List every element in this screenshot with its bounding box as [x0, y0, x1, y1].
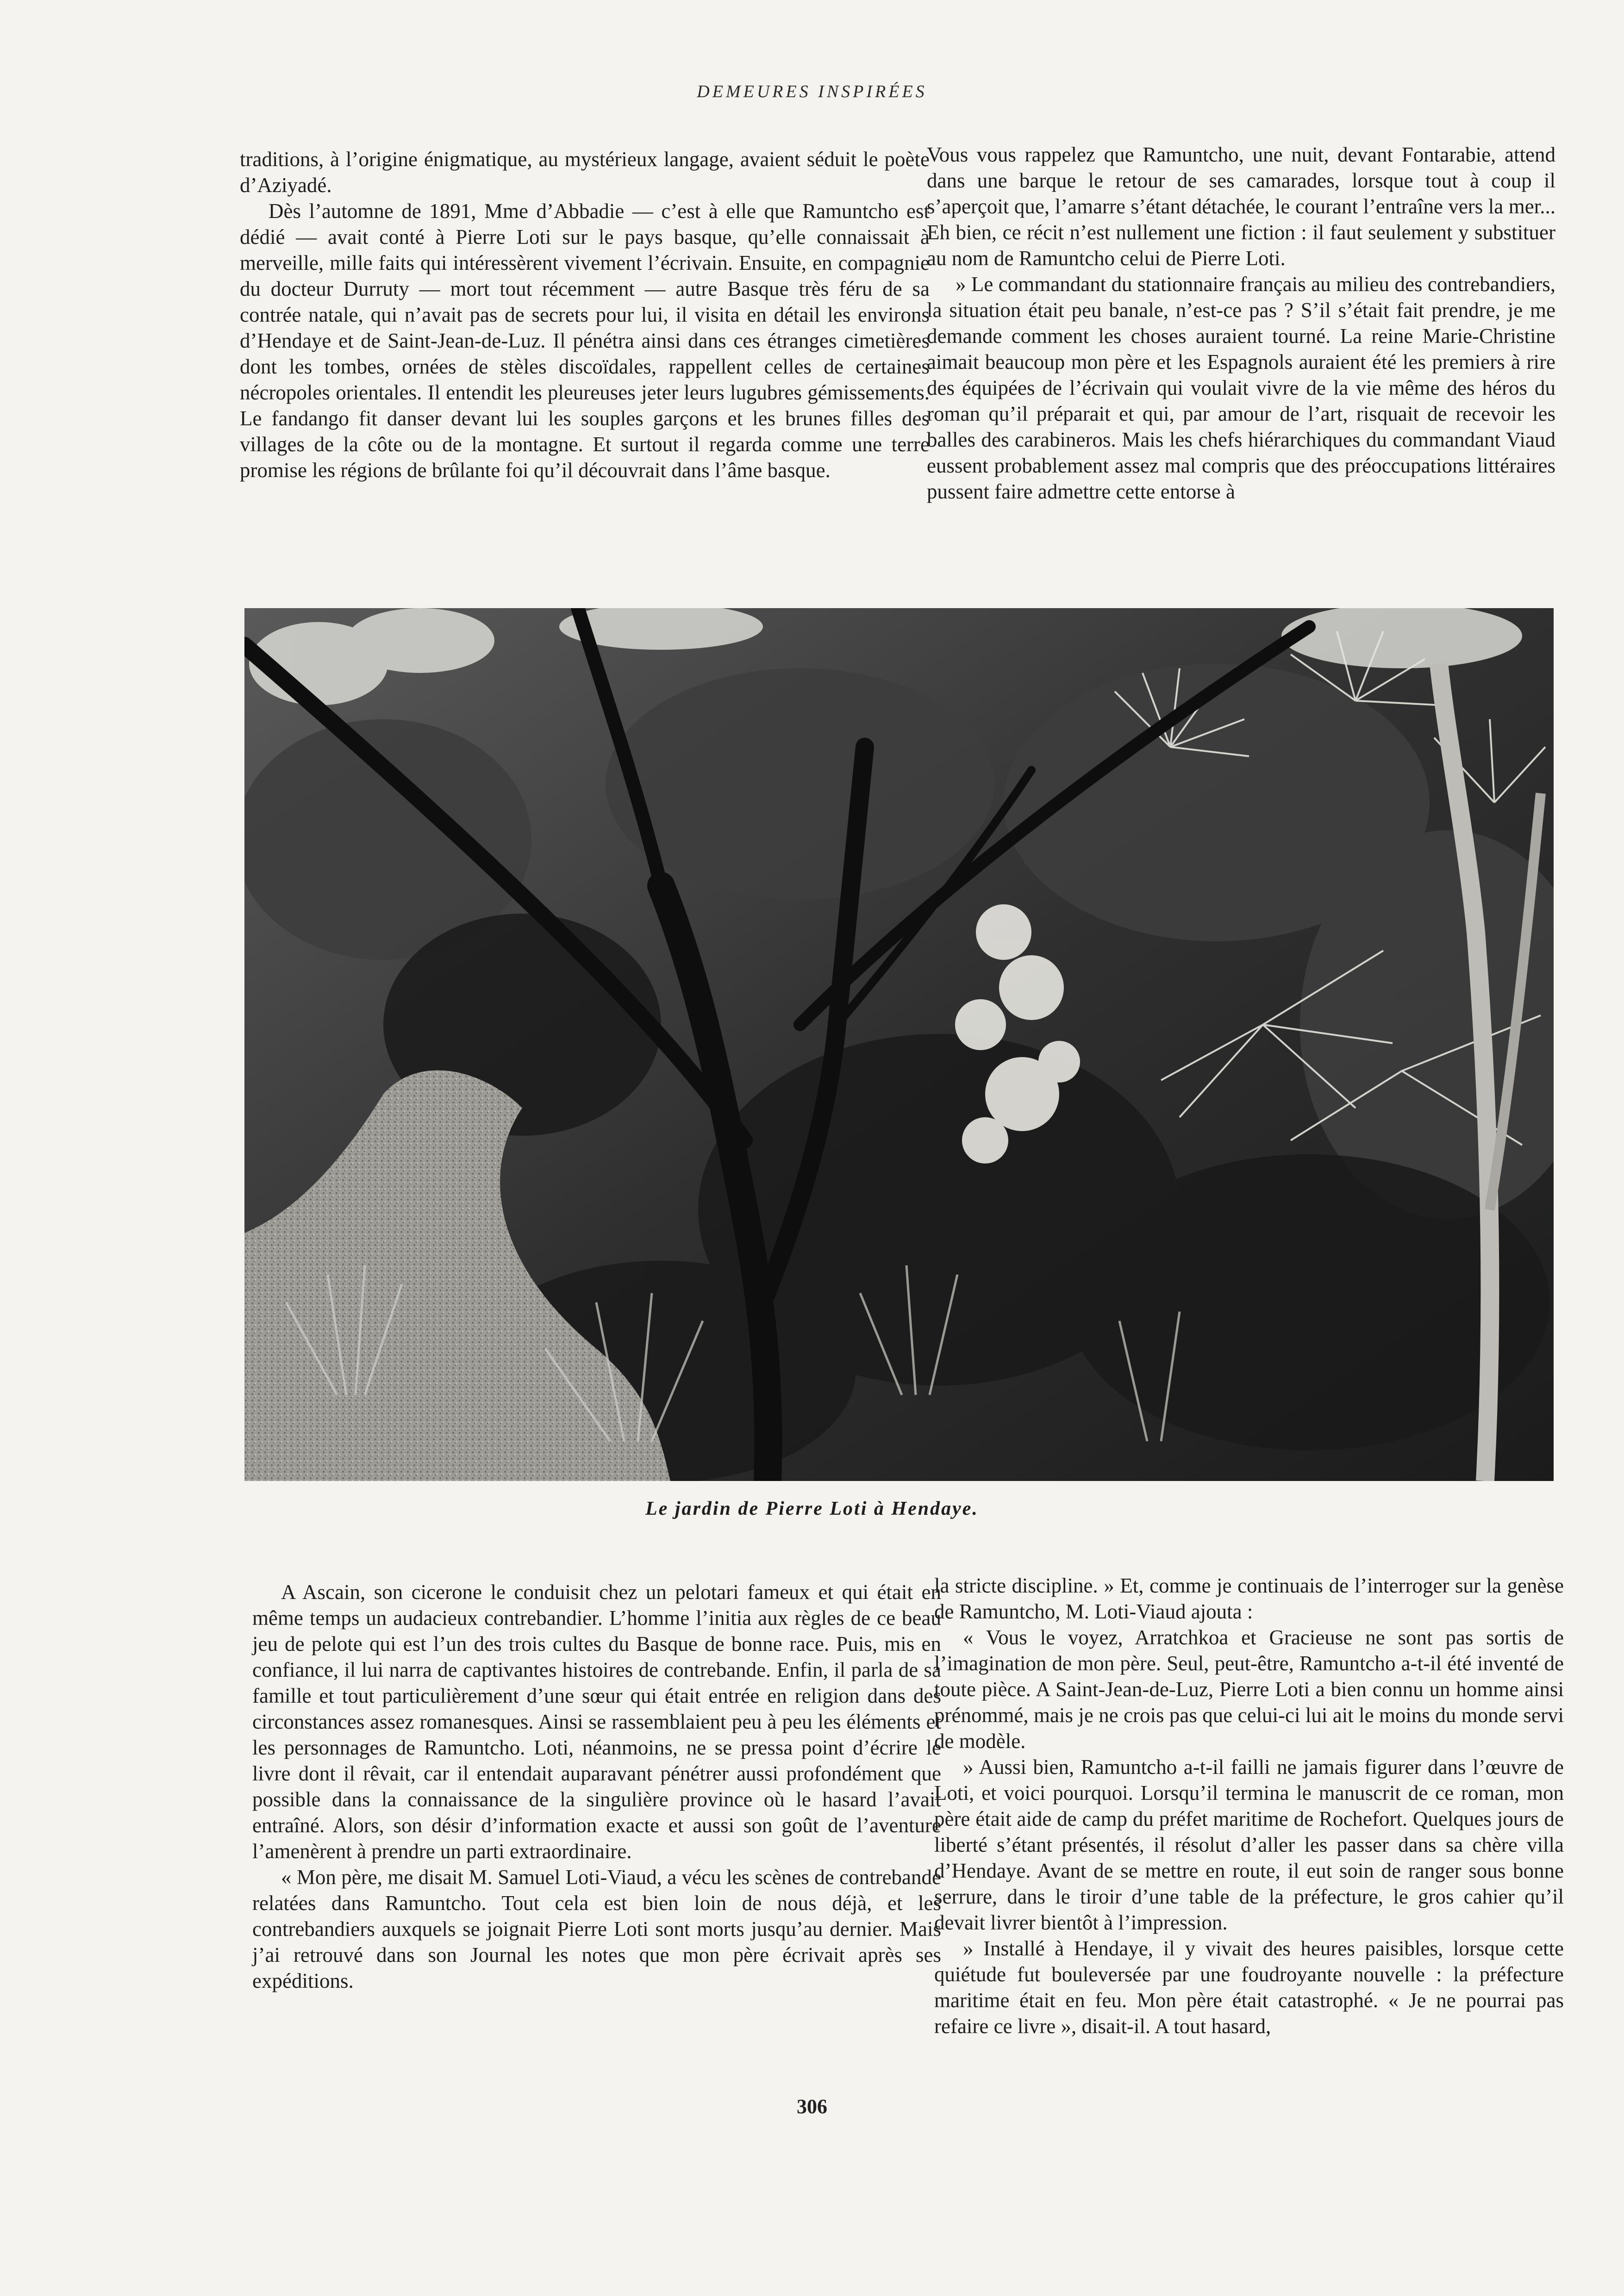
paragraph: traditions, à l’origine énigmatique, au mystérieux langage, avaient séduit le poète d’Aziyadé. [240, 148, 930, 197]
column-bottom-left [252, 1579, 941, 1994]
column-bottom-right [934, 1573, 1564, 2039]
paragraph: la stricte discipline. » Et, comme je continuais de l’interroger sur la genèse de Ramuntcho, M. Loti-Viaud ajouta : [934, 1574, 1564, 1623]
garden-photo-illustration [244, 608, 1554, 1481]
paragraph: Dès l’automne de 1891, Mme d’Abbadie — c’est à elle que Ramuntcho est dédié — avait conté à Pierre Loti sur le pays basque, qu’elle connaissait à merveille, mille faits qui intéressèrent vivement l’écrivain. Ensuite, en compagnie du docteur Durruty — mort tout récemment — autre Basque très féru de sa contrée natale, qui n’avait pas de secrets pour lui, il visita en détail les environs d’Hendaye et de Saint-Jean-de-Luz. Il pénétra ainsi dans ces étranges cimetières dont les tombes, ornées de stèles discoïdales, rappellent celles de certaines nécropoles orientales. Il entendit les pleureuses jeter leurs lugubres gémissements. Le fandango fit danser devant lui les souples garçons et les brunes filles des villages de la côte ou de la montagne. Et surtout il regarda comme une terre promise les régions de brûlante foi qu’il découvrait dans l’âme basque. [240, 199, 930, 482]
paragraph: » Installé à Hendaye, il y vivait des heures paisibles, lorsque cette quiétude fut bouleversée par une foudroyante nouvelle : la préfecture maritime était en feu. Mon père était catastrophé. « Je ne pourrai pas refaire ce livre », disait-il. A tout hasard, [934, 1937, 1564, 2038]
page-number: 306 [797, 2095, 827, 2118]
column-top-left [240, 146, 930, 483]
paragraph: A Ascain, son cicerone le conduisit chez un pelotari fameux et qui était en même temps un audacieux contrebandier. L’homme l’initia aux règles de ce beau jeu de pelote qui est l’un des trois cultes du Basque de bonne race. Puis, mis en confiance, il lui narra de captivantes histoires de contrebande. Enfin, il parla de sa famille et tout particulièrement d’une sœur qui était entrée en religion dans des circonstances assez romanesques. Ainsi se rassemblaient peu à peu les éléments et les personnages de Ramuntcho. Loti, néanmoins, ne se pressa point d’écrire le livre dont il rêvait, car il entendait auparavant pénétrer aussi profondément que possible dans la connaissance de la singulière province où le hasard l’avait entraîné. Alors, son désir d’information exacte et aussi son goût de l’aventure l’amenèrent à prendre un parti extraordinaire. [252, 1580, 941, 1863]
paragraph: » Le commandant du stationnaire français au milieu des contrebandiers, la situation était peu banale, n’est-ce pas ? S’il s’était fait prendre, je me demande comment les choses auraient tourné. La reine Marie-Christine aimait beaucoup mon père et les Espagnols auraient été les premiers à rire des équipées de l’écrivain qui voulait vivre de la vie même des héros du roman qu’il préparait et qui, par amour de l’art, risquait de recevoir les balles des carabineros. Mais les chefs hiérarchiques du commandant Viaud eussent probablement assez mal compris que des préoccupations littéraires pussent faire admettre cette entorse à [927, 273, 1555, 503]
paragraph: « Vous le voyez, Arratchkoa et Gracieuse ne sont pas sortis de l’imagination de mon père. Seul, peut-être, Ramuntcho a-t-il été inventé de toute pièce. A Saint-Jean-de-Luz, Pierre Loti a bien connu un homme ainsi prénommé, mais je ne crois pas que celui-ci lui ait le moins du monde servi de modèle. [934, 1626, 1564, 1753]
photo-caption: Le jardin de Pierre Loti à Hendaye. [645, 1498, 979, 1519]
paragraph: Vous vous rappelez que Ramuntcho, une nuit, devant Fontarabie, attend dans une barque le retour de ses camarades, lorsque tout à coup il s’aperçoit que, l’amarre s’étant détachée, le courant l’entraîne vers la mer... Eh bien, ce récit n’est nullement une fiction : il faut seulement y substituer au nom de Ramuntcho celui de Pierre Loti. [927, 143, 1555, 270]
garden-photograph [244, 608, 1554, 1481]
paragraph: « Mon père, me disait M. Samuel Loti-Viaud, a vécu les scènes de contrebande relatées dans Ramuntcho. Tout cela est bien loin de nous déjà, et les contrebandiers auxquels se joignait Pierre Loti sont morts jusqu’au dernier. Mais j’ai retrouvé dans son Journal les notes que mon père écrivait après ses expéditions. [252, 1866, 941, 1992]
paragraph: » Aussi bien, Ramuntcho a-t-il failli ne jamais figurer dans l’œuvre de Loti, et voici pourquoi. Lorsqu’il termina le manuscrit de ce roman, mon père était aide de camp du préfet maritime de Rochefort. Quelques jours de liberté s’étant présentés, il résolut d’aller les passer dans sa chère villa d’Hendaye. Avant de se mettre en route, il eut soin de ranger sous bonne serrure, dans le tiroir d’une table de la préfecture, le gros cahier qu’il devait livrer bientôt à l’impression. [934, 1755, 1564, 1934]
running-header: DEMEURES INSPIRÉES [697, 82, 927, 101]
column-top-right [927, 142, 1555, 504]
